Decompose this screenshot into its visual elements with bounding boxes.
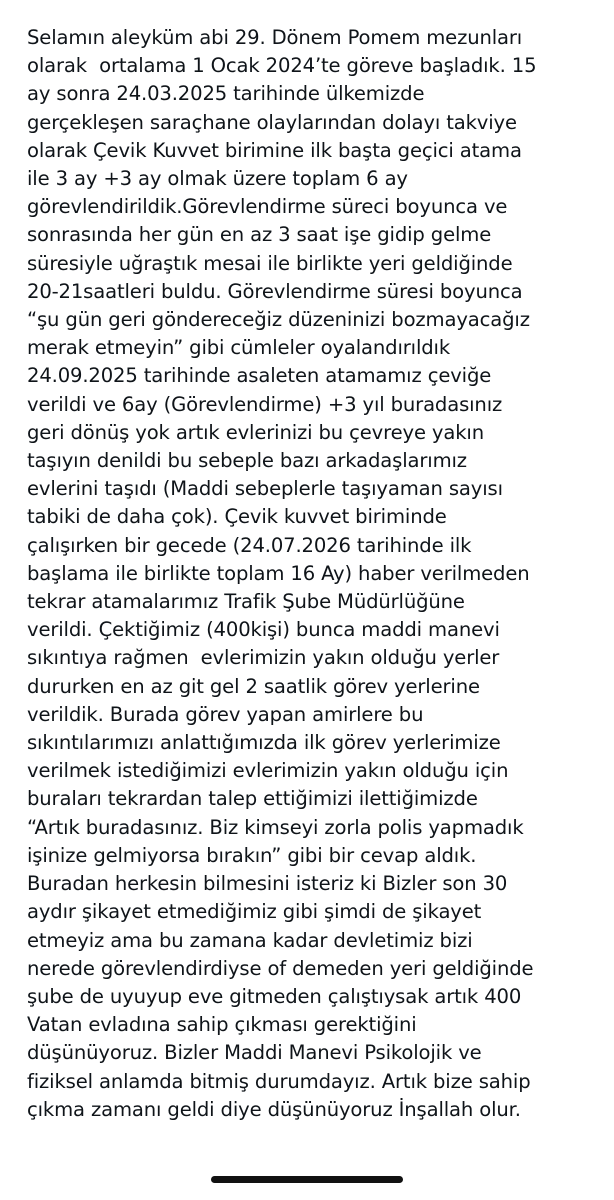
message-line-4: gerçekleşen saraçhane olaylarından dolayı takviye [27, 110, 517, 134]
message-line-23: sıkıntıya rağmen evlerimizin yakın olduğu yerler [27, 646, 500, 670]
message-line-20: başlama ile birlikte toplam 16 Ay) haber verilmeden [27, 561, 530, 585]
message-line-25: verildik. Burada görev yapan amirlere bu [27, 702, 424, 726]
message-line-32: aydır şikayet etmediğimiz gibi şimdi de şikayet [27, 900, 482, 924]
message-line-33: etmeyiz ama bu zamana kadar devletimiz bizi [27, 928, 473, 952]
message-line-10: 20-21saatleri buldu. Görevlendirme süresi boyunca [27, 279, 523, 303]
message-line-36: Vatan evladına sahip çıkması gerektiğini [27, 1013, 417, 1037]
message-line-12: merak etmeyin” gibi cümleler oyalandırıldık [27, 336, 451, 360]
message-line-2: olarak ortalama 1 Ocak 2024’te göreve başladık. 15 [27, 54, 537, 78]
message-line-5: olarak Çevik Kuvvet birimine ilk başta geçici atama [27, 138, 522, 162]
message-line-16: taşıyın denildi bu sebeple bazı arkadaşlarımız [27, 449, 467, 473]
home-indicator[interactable] [211, 1176, 403, 1183]
message-line-28: buraları tekrardan talep ettiğimizi ilettiğimizde [27, 787, 478, 811]
message-line-15: geri dönüş yok artık evlerinizi bu çevreye yakın [27, 420, 484, 444]
message-line-35: şube de uyuyup eve gitmeden çalıştıysak artık 400 [27, 984, 522, 1008]
message-line-29: “Artık buradasınız. Biz kimseyi zorla polis yapmadık [27, 815, 524, 839]
message-line-17: evlerini taşıdı (Maddi sebeplerle taşıyaman sayısı [27, 477, 503, 501]
message-line-39: çıkma zamanı geldi diye düşünüyoruz İnşallah olur. [27, 1097, 521, 1121]
message-text [27, 24, 592, 1124]
message-line-11: “şu gün geri göndereceğiz düzeninizi bozmayacağız [27, 308, 530, 332]
message-line-24: dururken en az git gel 2 saatlik görev yerlerine [27, 674, 480, 698]
message-line-9: süresiyle uğraştık mesai ile birlikte yeri geldiğinde [27, 251, 513, 275]
message-line-31: Buradan herkesin bilmesini isteriz ki Bizler son 30 [27, 872, 508, 896]
message-line-21: tekrar atamalarımız Trafik Şube Müdürlüğüne [27, 590, 465, 614]
message-line-22: verildi. Çektiğimiz (400kişi) bunca maddi manevi [27, 618, 500, 642]
message-line-37: düşünüyoruz. Bizler Maddi Manevi Psikolojik ve [27, 1041, 482, 1065]
message-line-14: verildi ve 6ay (Görevlendirme) +3 yıl buradasınız [27, 392, 503, 416]
message-line-26: sıkıntılarımızı anlattığımızda ilk görev yerlerimize [27, 731, 501, 755]
message-line-6: ile 3 ay +3 ay olmak üzere toplam 6 ay [27, 167, 408, 191]
message-line-3: ay sonra 24.03.2025 tarihinde ülkemizde [27, 82, 425, 106]
message-line-34: nerede görevlendirdiyse of demeden yeri geldiğinde [27, 956, 534, 980]
message-line-1: Selamın aleyküm abi 29. Dönem Pomem mezunları [27, 26, 523, 49]
message-line-8: sonrasında her gün en az 3 saat işe gidip gelme [27, 223, 492, 247]
message-line-38: fiziksel anlamda bitmiş durumdayız. Artık bize sahip [27, 1069, 531, 1093]
message-line-18: tabiki de daha çok). Çevik kuvvet biriminde [27, 505, 447, 529]
message-line-27: verilmek istediğimizi evlerimizin yakın olduğu için [27, 759, 509, 783]
message-line-7: görevlendirildik.Görevlendirme süreci boyunca ve [27, 195, 508, 219]
message-line-30: işinize gelmiyorsa bırakın” gibi bir cevap aldık. [27, 843, 477, 867]
message-line-13: 24.09.2025 tarihinde asaleten atamamız çeviğe [27, 364, 492, 388]
message-line-19: çalışırken bir gecede (24.07.2026 tarihinde ilk [27, 533, 472, 557]
